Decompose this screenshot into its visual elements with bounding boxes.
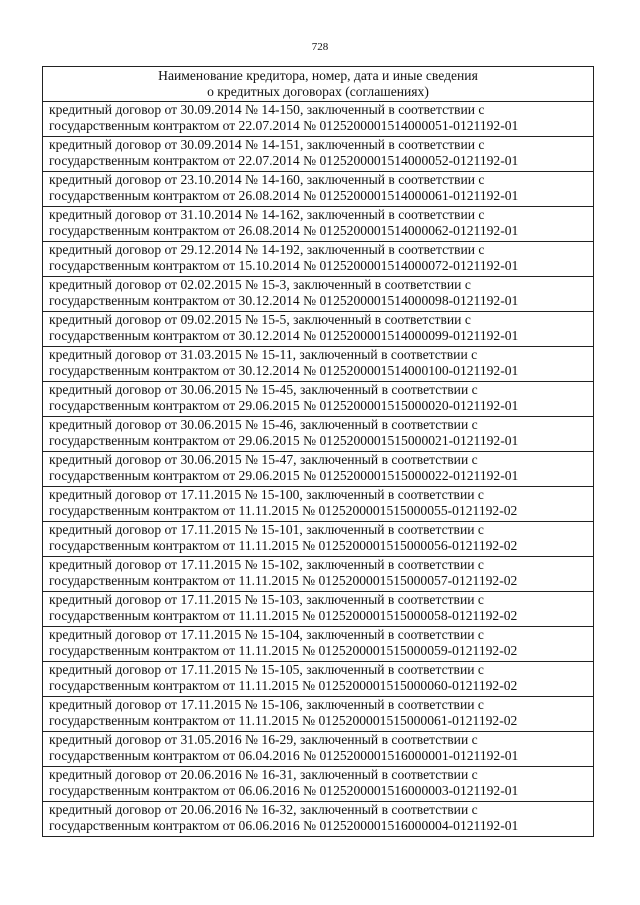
table-row (43, 172, 594, 207)
agreement-cell (43, 767, 594, 802)
table-row (43, 767, 594, 802)
agreement-credit-line: кредитный договор от 20.06.2016 № 16-31, заключенный в соответствии с (49, 767, 478, 782)
agreement-credit-line: кредитный договор от 17.11.2015 № 15-104, заключенный в соответствии с (49, 627, 484, 642)
agreement-cell (43, 592, 594, 627)
agreement-contract-line: государственным контрактом от 30.12.2014 № 0125200001514000100-0121192-01 (49, 363, 519, 378)
agreement-credit-line: кредитный договор от 29.12.2014 № 14-192, заключенный в соответствии с (49, 242, 485, 257)
agreement-cell (43, 802, 594, 837)
table-row (43, 487, 594, 522)
agreement-credit-line: кредитный договор от 17.11.2015 № 15-103, заключенный в соответствии с (49, 592, 484, 607)
table-row (43, 627, 594, 662)
agreement-contract-line: государственным контрактом от 11.11.2015 № 0125200001515000055-0121192-02 (49, 503, 518, 518)
agreement-credit-line: кредитный договор от 31.05.2016 № 16-29, заключенный в соответствии с (49, 732, 478, 747)
agreement-cell (43, 452, 594, 487)
agreement-credit-line: кредитный договор от 31.10.2014 № 14-162, заключенный в соответствии с (49, 207, 485, 222)
table-row (43, 802, 594, 837)
agreement-credit-line: кредитный договор от 23.10.2014 № 14-160, заключенный в соответствии с (49, 172, 485, 187)
agreement-contract-line: государственным контрактом от 29.06.2015 № 0125200001515000022-0121192-01 (49, 468, 519, 483)
agreement-cell (43, 732, 594, 767)
table-row (43, 242, 594, 277)
agreement-cell (43, 697, 594, 732)
header-line-2: о кредитных договорах (соглашениях) (207, 84, 429, 99)
agreement-credit-line: кредитный договор от 30.06.2015 № 15-45, заключенный в соответствии с (49, 382, 478, 397)
agreement-credit-line: кредитный договор от 17.11.2015 № 15-102, заключенный в соответствии с (49, 557, 484, 572)
agreement-credit-line: кредитный договор от 20.06.2016 № 16-32, заключенный в соответствии с (49, 802, 478, 817)
agreement-credit-line: кредитный договор от 02.02.2015 № 15-3, заключенный в соответствии с (49, 277, 471, 292)
agreement-contract-line: государственным контрактом от 29.06.2015 № 0125200001515000020-0121192-01 (49, 398, 519, 413)
agreement-contract-line: государственным контрактом от 30.12.2014 № 0125200001514000098-0121192-01 (49, 293, 519, 308)
agreement-cell (43, 172, 594, 207)
agreement-cell (43, 312, 594, 347)
agreement-credit-line: кредитный договор от 30.06.2015 № 15-46, заключенный в соответствии с (49, 417, 478, 432)
agreement-contract-line: государственным контрактом от 11.11.2015 № 0125200001515000058-0121192-02 (49, 608, 518, 623)
agreement-contract-line: государственным контрактом от 11.11.2015 № 0125200001515000059-0121192-02 (49, 643, 518, 658)
agreement-cell (43, 382, 594, 417)
agreement-cell (43, 137, 594, 172)
agreement-contract-line: государственным контрактом от 11.11.2015 № 0125200001515000061-0121192-02 (49, 713, 518, 728)
table-row (43, 697, 594, 732)
agreement-cell (43, 347, 594, 382)
table-row (43, 732, 594, 767)
agreement-contract-line: государственным контрактом от 15.10.2014 № 0125200001514000072-0121192-01 (49, 258, 519, 273)
agreement-cell (43, 627, 594, 662)
table-row (43, 312, 594, 347)
table-row (43, 522, 594, 557)
page-number: 728 (311, 41, 329, 53)
agreement-contract-line: государственным контрактом от 26.08.2014 № 0125200001514000062-0121192-01 (49, 223, 519, 238)
header-line-1: Наименование кредитора, номер, дата и иные сведения (158, 68, 478, 83)
agreement-credit-line: кредитный договор от 30.09.2014 № 14-150, заключенный в соответствии с (49, 102, 485, 117)
agreement-contract-line: государственным контрактом от 11.11.2015 № 0125200001515000056-0121192-02 (49, 538, 518, 553)
table-row (43, 557, 594, 592)
agreement-contract-line: государственным контрактом от 06.06.2016 № 0125200001516000003-0121192-01 (49, 783, 519, 798)
credit-agreements-table (42, 66, 594, 837)
agreement-credit-line: кредитный договор от 30.09.2014 № 14-151, заключенный в соответствии с (49, 137, 485, 152)
agreement-credit-line: кредитный договор от 17.11.2015 № 15-101, заключенный в соответствии с (49, 522, 484, 537)
agreement-credit-line: кредитный договор от 17.11.2015 № 15-100, заключенный в соответствии с (49, 487, 484, 502)
agreement-cell (43, 487, 594, 522)
table-header-row (43, 67, 594, 102)
table-header-cell (43, 67, 594, 102)
agreement-credit-line: кредитный договор от 31.03.2015 № 15-11, заключенный в соответствии с (49, 347, 478, 362)
table-row (43, 382, 594, 417)
agreement-contract-line: государственным контрактом от 22.07.2014 № 0125200001514000052-0121192-01 (49, 153, 519, 168)
table-row (43, 662, 594, 697)
table-body (43, 102, 594, 837)
agreement-contract-line: государственным контрактом от 26.08.2014 № 0125200001514000061-0121192-01 (49, 188, 519, 203)
agreement-credit-line: кредитный договор от 30.06.2015 № 15-47, заключенный в соответствии с (49, 452, 478, 467)
agreement-credit-line: кредитный договор от 17.11.2015 № 15-106, заключенный в соответствии с (49, 697, 484, 712)
agreement-cell (43, 207, 594, 242)
table-row (43, 417, 594, 452)
agreement-cell (43, 242, 594, 277)
agreement-contract-line: государственным контрактом от 11.11.2015 № 0125200001515000057-0121192-02 (49, 573, 518, 588)
agreement-cell (43, 417, 594, 452)
agreement-contract-line: государственным контрактом от 29.06.2015 № 0125200001515000021-0121192-01 (49, 433, 519, 448)
agreement-cell (43, 102, 594, 137)
agreement-cell (43, 557, 594, 592)
table-row (43, 137, 594, 172)
agreement-contract-line: государственным контрактом от 30.12.2014 № 0125200001514000099-0121192-01 (49, 328, 519, 343)
agreement-contract-line: государственным контрактом от 06.04.2016 № 0125200001516000001-0121192-01 (49, 748, 519, 763)
agreement-cell (43, 662, 594, 697)
table-row (43, 102, 594, 137)
agreement-cell (43, 522, 594, 557)
agreement-cell (43, 277, 594, 312)
table-row (43, 277, 594, 312)
table-row (43, 207, 594, 242)
agreement-contract-line: государственным контрактом от 06.06.2016 № 0125200001516000004-0121192-01 (49, 818, 519, 833)
agreement-contract-line: государственным контрактом от 22.07.2014 № 0125200001514000051-0121192-01 (49, 118, 519, 133)
agreement-contract-line: государственным контрактом от 11.11.2015 № 0125200001515000060-0121192-02 (49, 678, 518, 693)
agreement-credit-line: кредитный договор от 09.02.2015 № 15-5, заключенный в соответствии с (49, 312, 471, 327)
table-row (43, 452, 594, 487)
agreement-credit-line: кредитный договор от 17.11.2015 № 15-105, заключенный в соответствии с (49, 662, 484, 677)
table-row (43, 347, 594, 382)
table-row (43, 592, 594, 627)
